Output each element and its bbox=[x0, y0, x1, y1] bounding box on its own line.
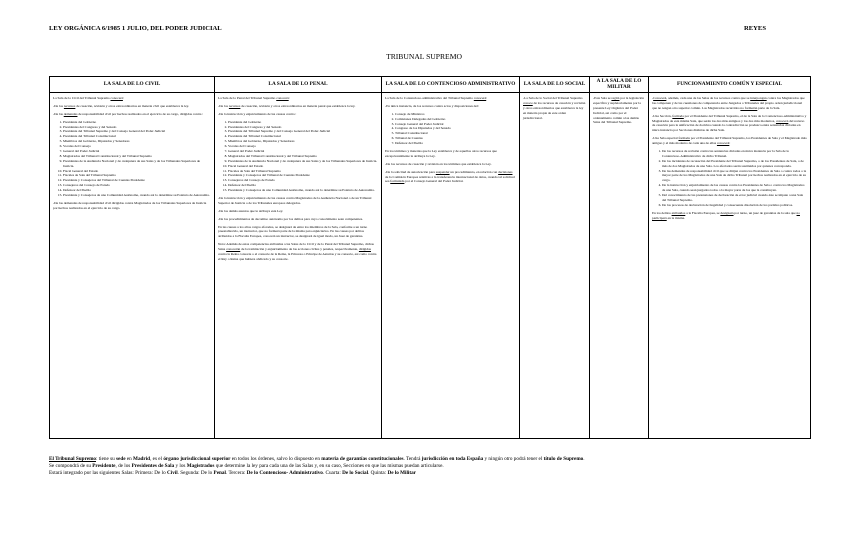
cell-civil bbox=[50, 93, 215, 439]
text-run: el bbox=[537, 456, 544, 462]
text-run: que determine la ley para cada una de las Salas y, en su caso, Secciones en que las mismas puedan articularse. bbox=[214, 463, 444, 470]
paragraph bbox=[218, 196, 378, 206]
list-item: 14. Defensor del Pueblo bbox=[228, 183, 378, 188]
text-run: : bbox=[729, 141, 731, 146]
text-run: La Sala de lo Penal del Tribunal Supremo bbox=[218, 96, 277, 100]
chambers-table bbox=[49, 76, 811, 439]
text-run: -De la instrucción y enjuiciamiento de las causas contra : bbox=[218, 111, 297, 116]
text-run: : tiene su bbox=[96, 456, 117, 462]
text-run: por el Consejo General del Poder Judicial. bbox=[404, 179, 464, 184]
author-name: REYES bbox=[744, 25, 766, 32]
text-run: -De los bbox=[218, 103, 229, 108]
list-item: 13. Consejeros del Consejo de Estado bbox=[63, 183, 211, 188]
paragraph bbox=[53, 201, 211, 211]
paragraph bbox=[385, 96, 516, 101]
emphasis-text: Presidentes de Sala bbox=[131, 463, 175, 470]
list-item: 7. Defensor del Pueblo bbox=[395, 141, 516, 146]
paragraph bbox=[53, 104, 211, 109]
text-run: . Quinta: bbox=[368, 470, 388, 477]
numbered-list bbox=[218, 120, 378, 193]
text-run: -Esta Sala se bbox=[593, 96, 612, 100]
law-title: LEY ORGÁNICA 6/1985 1 JULIO, DEL PODER JUDICIAL bbox=[49, 25, 222, 32]
list-item: 3. De las demandas de responsabilidad civil que se dirijan contra los Presidentes de Sala o contra todos o la mayor parte de los Magistrados de una Sala de dicho Tribunal por hechos realizados en el ejercicio de su cargo. bbox=[662, 169, 807, 184]
text-run: : bbox=[486, 96, 488, 100]
text-run: , de los bbox=[115, 463, 132, 470]
underlined-text: recursos bbox=[63, 103, 76, 108]
list-item: 3. Presidente del Tribunal Supremo y del Consejo General del Poder Judicial bbox=[228, 129, 378, 134]
list-item: 5. Del conocimiento de las pretensiones de declaración de error judicial cuando éste se impute a una Sala del Tribunal Supremo. bbox=[662, 193, 807, 203]
list-item: 10. Fiscal General del Estado bbox=[63, 169, 211, 174]
list-item: 7. General del Poder Judicial bbox=[63, 149, 211, 154]
emphasis-text: título de Supremo bbox=[543, 456, 584, 462]
emphasis-text: Presidente bbox=[92, 463, 116, 470]
text-run: -De las demandas de responsabilidad civil dirigidas contra Magistrados de los Tribunales Superiores de Justicia por hechos realizados en el ejercicio de su cargo. bbox=[53, 200, 207, 210]
text-run: en la misma. bbox=[666, 215, 686, 220]
underlined-text: compondrá bbox=[55, 463, 79, 470]
text-run: -Una Sala especial bbox=[652, 136, 679, 141]
text-run: de responsabilidad civil por hechos realizados en el ejercicio de su cargo, dirigidas contra : bbox=[77, 111, 204, 116]
text-run: Nota: Además de estas competencias atribuidas a las Salas de lo Civil y de lo Penal del Tribunal Supremo, dichas Salas bbox=[218, 242, 374, 252]
list-item: 2. De los incidentes de recusación del Presidente del Tribunal Supremo, o de los Presidentes de Sala, o de más de dos Magistrados de una Sala. Los afectados serán sustituidos por quienes corresponda. bbox=[662, 159, 807, 169]
cell-social bbox=[520, 93, 590, 439]
list-item: 11. Fiscales de Sala del Tribunal Supremo bbox=[228, 169, 378, 174]
text-run: -Una Sección, bbox=[652, 113, 673, 118]
text-run: de la Comisión Europea relativas a la transferencia internacional de datos, cuando tal solicitud sea bbox=[385, 174, 515, 184]
paragraph bbox=[218, 242, 378, 262]
text-run: -De la instrucción y enjuiciamiento de las causas contra Magistrados de la Audiencia Nacional o de un Tribunal Superior de Justicia o de los Tribunales europeos delegados. bbox=[218, 196, 372, 205]
text-run: a la Fiscalía Europea, se bbox=[685, 210, 721, 215]
emphasis-text: De lo Social bbox=[342, 470, 369, 477]
emphasis-text: jurisdicción en toda España bbox=[421, 456, 484, 462]
text-run: y bbox=[483, 456, 489, 462]
emphasis-text: Civil bbox=[167, 470, 178, 477]
underlined-text: regirá bbox=[611, 96, 620, 100]
underlined-text: no participará bbox=[652, 210, 800, 220]
list-item: 12. Presidente y Consejeros del Tribunal de Cuentas Presidente bbox=[63, 178, 211, 183]
paragraph bbox=[523, 96, 586, 120]
paragraph bbox=[385, 104, 516, 109]
list-item: 4. De la instrucción y enjuiciamiento de las causas contra los Presidentes de Sala o contra los Magistrados de una Sala, cuando sean juzgados todos o la mayor parte de los que la constituyen. bbox=[662, 183, 807, 193]
paragraph bbox=[652, 96, 807, 111]
column-heading-contencioso: LA SALA DE LO CONTENCIOSO ADMINISTRATIVO bbox=[382, 77, 520, 93]
paragraph bbox=[385, 162, 516, 167]
text-run: por turno, un juez de garantías de la sala que bbox=[733, 210, 797, 215]
column-heading-funcionamiento: FUNCIONAMIENTO COMÚN Y ESPECIAL bbox=[649, 77, 811, 93]
paragraph bbox=[53, 96, 211, 101]
text-run: , además, cada una de las Salas de los recursos contra que se bbox=[666, 96, 751, 100]
underlined-text: ningún otro podrá tener bbox=[488, 456, 538, 462]
list-item: 5. Tribunal Constitucional bbox=[395, 131, 516, 136]
list-item: 12. Presidente y Consejeros del Tribunal de Cuentas Presidente bbox=[228, 173, 378, 178]
text-run: de su bbox=[78, 463, 93, 470]
underlined-text: decisiones bbox=[498, 169, 513, 174]
text-run: -La Sala de lo Social del Tribunal Supremo bbox=[523, 96, 583, 100]
text-run: de casación, revisión y otros extraordinarios en materia civil que establezca la ley. bbox=[75, 103, 190, 108]
column-heading-penal: LA SALA DE LO PENAL bbox=[215, 77, 382, 93]
text-run: -De los recursos de casación y revisión en los términos que establezca la Ley. bbox=[385, 161, 492, 166]
list-item: 4. Congreso de los Diputados y del Senado bbox=[395, 126, 516, 131]
emphasis-text: órgano jurisdiccional superior bbox=[163, 456, 231, 462]
text-run: . Segunda: De lo bbox=[177, 470, 214, 477]
paragraph bbox=[218, 217, 378, 222]
text-run: Se bbox=[49, 463, 56, 470]
list-item: 6. Vocales del Consejo bbox=[228, 144, 378, 149]
emphasis-text: materia de garantías constitucionales bbox=[321, 456, 404, 462]
text-run: por el Presidente del Tribunal Supremo, el de la Sala de lo Contencioso-administrativo y Magistrados de esta misma Sala, que serán los dos más antiguos y los dos más modernos, bbox=[652, 113, 807, 123]
paragraph bbox=[53, 112, 211, 117]
list-item: 2. Comisiones Delegadas del Gobierno bbox=[395, 117, 516, 122]
paragraph bbox=[652, 136, 807, 146]
list-item: 15. Presidente y Consejeros de una Comunidad Autónoma, cuando así lo determine su Estatuto de Autonomía. bbox=[228, 188, 378, 193]
underlined-text: dirigidas bbox=[358, 247, 371, 252]
underlined-text: designará bbox=[720, 210, 734, 215]
footer-line bbox=[49, 463, 789, 470]
emphasis-text: Magistrados bbox=[186, 463, 215, 470]
emphasis-text: Penal bbox=[213, 470, 226, 477]
list-item: 6. Tribunal de Cuentas bbox=[395, 136, 516, 141]
text-run: -De las bbox=[53, 111, 64, 116]
footer-line bbox=[49, 456, 789, 463]
paragraph bbox=[218, 112, 378, 117]
table-body-row bbox=[50, 93, 811, 439]
list-item: 8. Magistrados del Tribunal Constitucional y del Tribunal Supremo bbox=[63, 154, 211, 159]
page-title: TRIBUNAL SUPREMO bbox=[386, 52, 462, 61]
list-item: 13. Consejeros del Consejo de Estado bbox=[228, 178, 378, 183]
text-run: : bbox=[122, 96, 124, 100]
text-run: La Sala de lo Contencioso-administrativo del Tribunal Supremo bbox=[385, 96, 474, 100]
table-header-row bbox=[50, 77, 811, 93]
list-item: 5. Miembros del Gobierno, Diputados y Senadores bbox=[63, 139, 211, 144]
paragraph bbox=[218, 209, 378, 214]
underlined-text: demandas bbox=[63, 111, 78, 116]
text-run: . Tercera: bbox=[225, 470, 247, 477]
paragraph bbox=[218, 225, 378, 240]
list-item: 1. Presidente del Gobierno bbox=[228, 120, 378, 125]
list-item: 3. Presidente del Tribunal Supremo y del Consejo General del Poder Judicial bbox=[63, 129, 211, 134]
underlined-text: atribuidos bbox=[671, 210, 686, 215]
underlined-text: recursos bbox=[228, 103, 241, 108]
text-run: Estará integrado por las siguientes Salas: Primera: De lo bbox=[49, 470, 167, 477]
text-run: parte de la Sala. bbox=[757, 105, 781, 110]
paragraph bbox=[218, 104, 378, 109]
underlined-text: conoce bbox=[523, 100, 533, 105]
text-run: por el Presidente del Tribunal Supremo, los Presidentes de Sala y el Magistrado más antiguo y el más moderno de cada una de ellas bbox=[652, 136, 807, 146]
text-run: un procedimiento, en relación con bbox=[449, 169, 499, 174]
emphasis-text: El Tribunal Supremo bbox=[49, 456, 96, 462]
numbered-list bbox=[53, 120, 211, 198]
list-item: 10. Fiscal General del Estado bbox=[228, 164, 378, 169]
text-run: -De los demás asuntos que le atribuya esta Ley. bbox=[218, 208, 284, 213]
underlined-text: conocerá bbox=[473, 96, 487, 100]
text-run: de los recursos de casación y revisión y otros extraordinarios que establezca la ley en materia propia de este orden jurisdiccional. bbox=[523, 100, 586, 120]
text-run: contra los Magistrados que las componen y de las cuestiones de competencia entre Juzgados o Tribunales del propio orden jurisdiccional que no tengan otro superior común. Los Magistrados recurridos bbox=[652, 96, 805, 110]
text-run: -De la solicitud de autorización para bbox=[385, 169, 436, 174]
list-item: 2. Presidentes del Congreso y del Senado bbox=[228, 125, 378, 130]
footer-notes bbox=[49, 456, 789, 478]
list-item: 1. Presidente del Gobierno bbox=[63, 120, 211, 125]
text-run: . Tendrá bbox=[403, 456, 422, 462]
text-run: en todos los órdenes, salvo lo dispuesto en bbox=[230, 456, 322, 462]
text-run: - bbox=[652, 96, 654, 100]
text-run: por la legislación específica y supletoriamente por la presente Ley Orgánica del Poder Judicial, así como por el ordenamiento común a las demás Salas del Tribunal Supremo. bbox=[593, 96, 644, 125]
list-item: 1. Consejo de Ministros bbox=[395, 112, 516, 117]
column-heading-civil: LA SALA DE LO CIVIL bbox=[50, 77, 215, 93]
underlined-text: suspender bbox=[435, 169, 450, 174]
paragraph bbox=[385, 149, 516, 159]
text-run: En los delitos bbox=[652, 210, 672, 215]
emphasis-text: sede bbox=[116, 456, 126, 462]
underlined-text: conocerá bbox=[775, 118, 789, 123]
list-item: 3. Consejo General del Poder Judicial bbox=[395, 122, 516, 127]
list-item: 14. Defensor del Pueblo bbox=[63, 188, 211, 193]
numbered-list bbox=[652, 149, 807, 208]
footer-line bbox=[49, 470, 789, 477]
list-item: 6. De los procesos de declaración de ilegalidad y consecuente disolución de los partidos políticos. bbox=[662, 203, 807, 208]
text-run: En las causas a los altos cargos aforados, se designará de entre los miembros de la Sala, conforme a un turno preestablecido, un instructor, que no formará parte de la misma para enjuiciarlos. En las causas por delitos atribuidos a la Fiscalía Europea, conocerá un instructor, se designará de igual modo, un Juez de garantías. bbox=[218, 224, 368, 239]
paragraph bbox=[218, 96, 378, 101]
cell-funcionamiento bbox=[649, 93, 811, 439]
numbered-list bbox=[385, 112, 516, 146]
list-item: 6. Vocales del Consejo bbox=[63, 144, 211, 149]
column-heading-militar: A LA SALA DE LO MILITAR bbox=[590, 77, 649, 93]
list-item: 9. Presidentes de la Audiencia Nacional y de cualquiera de sus Salas y de los Tribunales Superiores de Justicia. bbox=[63, 159, 211, 169]
underlined-text: Conocerá bbox=[653, 96, 667, 100]
list-item: 9. Presidentes de la Audiencia Nacional y de cualquiera de sus Salas y de los Tribunales Superiores de Justicia. bbox=[228, 159, 378, 164]
text-run: y los bbox=[174, 463, 187, 470]
text-run: -De los bbox=[53, 103, 64, 108]
text-run: . bbox=[583, 456, 585, 462]
cell-militar bbox=[590, 93, 649, 439]
text-run: de la tramitación y enjuiciamiento de las acciones civiles y penales, respectivamente, bbox=[240, 247, 359, 252]
list-item: 11. Fiscales de Sala del Tribunal Supremo bbox=[63, 173, 211, 178]
text-run: en bbox=[125, 456, 134, 462]
list-item: 1. De los recursos de revisión contra las sentencias dictadas en única instancia por la Sala de lo Contencioso-Administrativo de dicho Tribunal. bbox=[662, 149, 807, 159]
paragraph bbox=[385, 170, 516, 185]
text-run: -De los procedimientos de decomiso autónomo por los delitos para cuyo conocimiento sean competentes. bbox=[218, 216, 363, 221]
column-heading-social: LA SALA DE LO SOCIAL bbox=[520, 77, 590, 93]
underlined-text: conocerá bbox=[716, 141, 730, 146]
list-item: 15. Presidente y Consejeros de una Comunidad Autónoma, cuando así lo determine su Estatuto de Autonomía. bbox=[63, 193, 211, 198]
underlined-text: formulada bbox=[390, 179, 405, 184]
cell-penal bbox=[215, 93, 382, 439]
text-run: . Cuarta: bbox=[322, 470, 343, 477]
cell-contencioso bbox=[382, 93, 520, 439]
text-run: de casación, revisión y otros extraordinarios en materia penal que establezca la ley. bbox=[240, 103, 356, 108]
paragraph bbox=[652, 211, 807, 221]
underlined-text: interpongan bbox=[750, 96, 767, 100]
list-item: 8. Magistrados del Tribunal Constitucional y del Tribunal Supremo bbox=[228, 154, 378, 159]
list-item: 4. Presidente del Tribunal Constitucional bbox=[63, 134, 211, 139]
document-header bbox=[49, 25, 766, 35]
underlined-text: conocerán bbox=[226, 247, 241, 252]
underlined-text: no formarán bbox=[740, 105, 758, 110]
list-item: 4. Presidente del Tribunal Constitucional bbox=[228, 134, 378, 139]
list-item: 5. Miembros del Gobierno, Diputados y Senadores bbox=[228, 139, 378, 144]
emphasis-text: De lo Militar bbox=[387, 470, 416, 477]
text-run: En los términos y materias que la Ley establezca y de aquellos otros recursos que excepcionalmente le atribuya la Ley. bbox=[385, 149, 497, 158]
underlined-text: conocerá bbox=[276, 96, 289, 100]
emphasis-text: Madrid bbox=[133, 456, 151, 462]
list-item: 7. General del Poder Judicial bbox=[228, 149, 378, 154]
text-run: -En única instancia, de los recursos contra actos y disposiciones del: bbox=[385, 103, 479, 108]
text-run: La Sala de lo Civil del Tribunal Supremo bbox=[53, 96, 111, 100]
emphasis-text: De lo Contencioso- Administrativo bbox=[246, 470, 323, 477]
underlined-text: conocerá bbox=[110, 96, 123, 100]
text-run: del recurso de casación para la unificación de doctrina cuando la contradicción se produzca entre sentencias dictadas en única instancia por Secciones distintas de dicha Sala. bbox=[652, 118, 805, 133]
list-item: 2. Presidentes del Congreso y del Senado bbox=[63, 125, 211, 130]
paragraph bbox=[652, 114, 807, 134]
underlined-text: formada bbox=[672, 113, 684, 118]
text-run: : bbox=[288, 96, 290, 100]
paragraph bbox=[593, 96, 645, 125]
text-run: , es el bbox=[150, 456, 164, 462]
text-run: contra la Reina consorte o el consorte de la Reina, la Princesa o Príncipe de Asturias y su consorte, así como contra el Rey o Reina que hubiera abdicado y su consorte. bbox=[218, 252, 377, 261]
underlined-text: formada bbox=[678, 136, 690, 141]
